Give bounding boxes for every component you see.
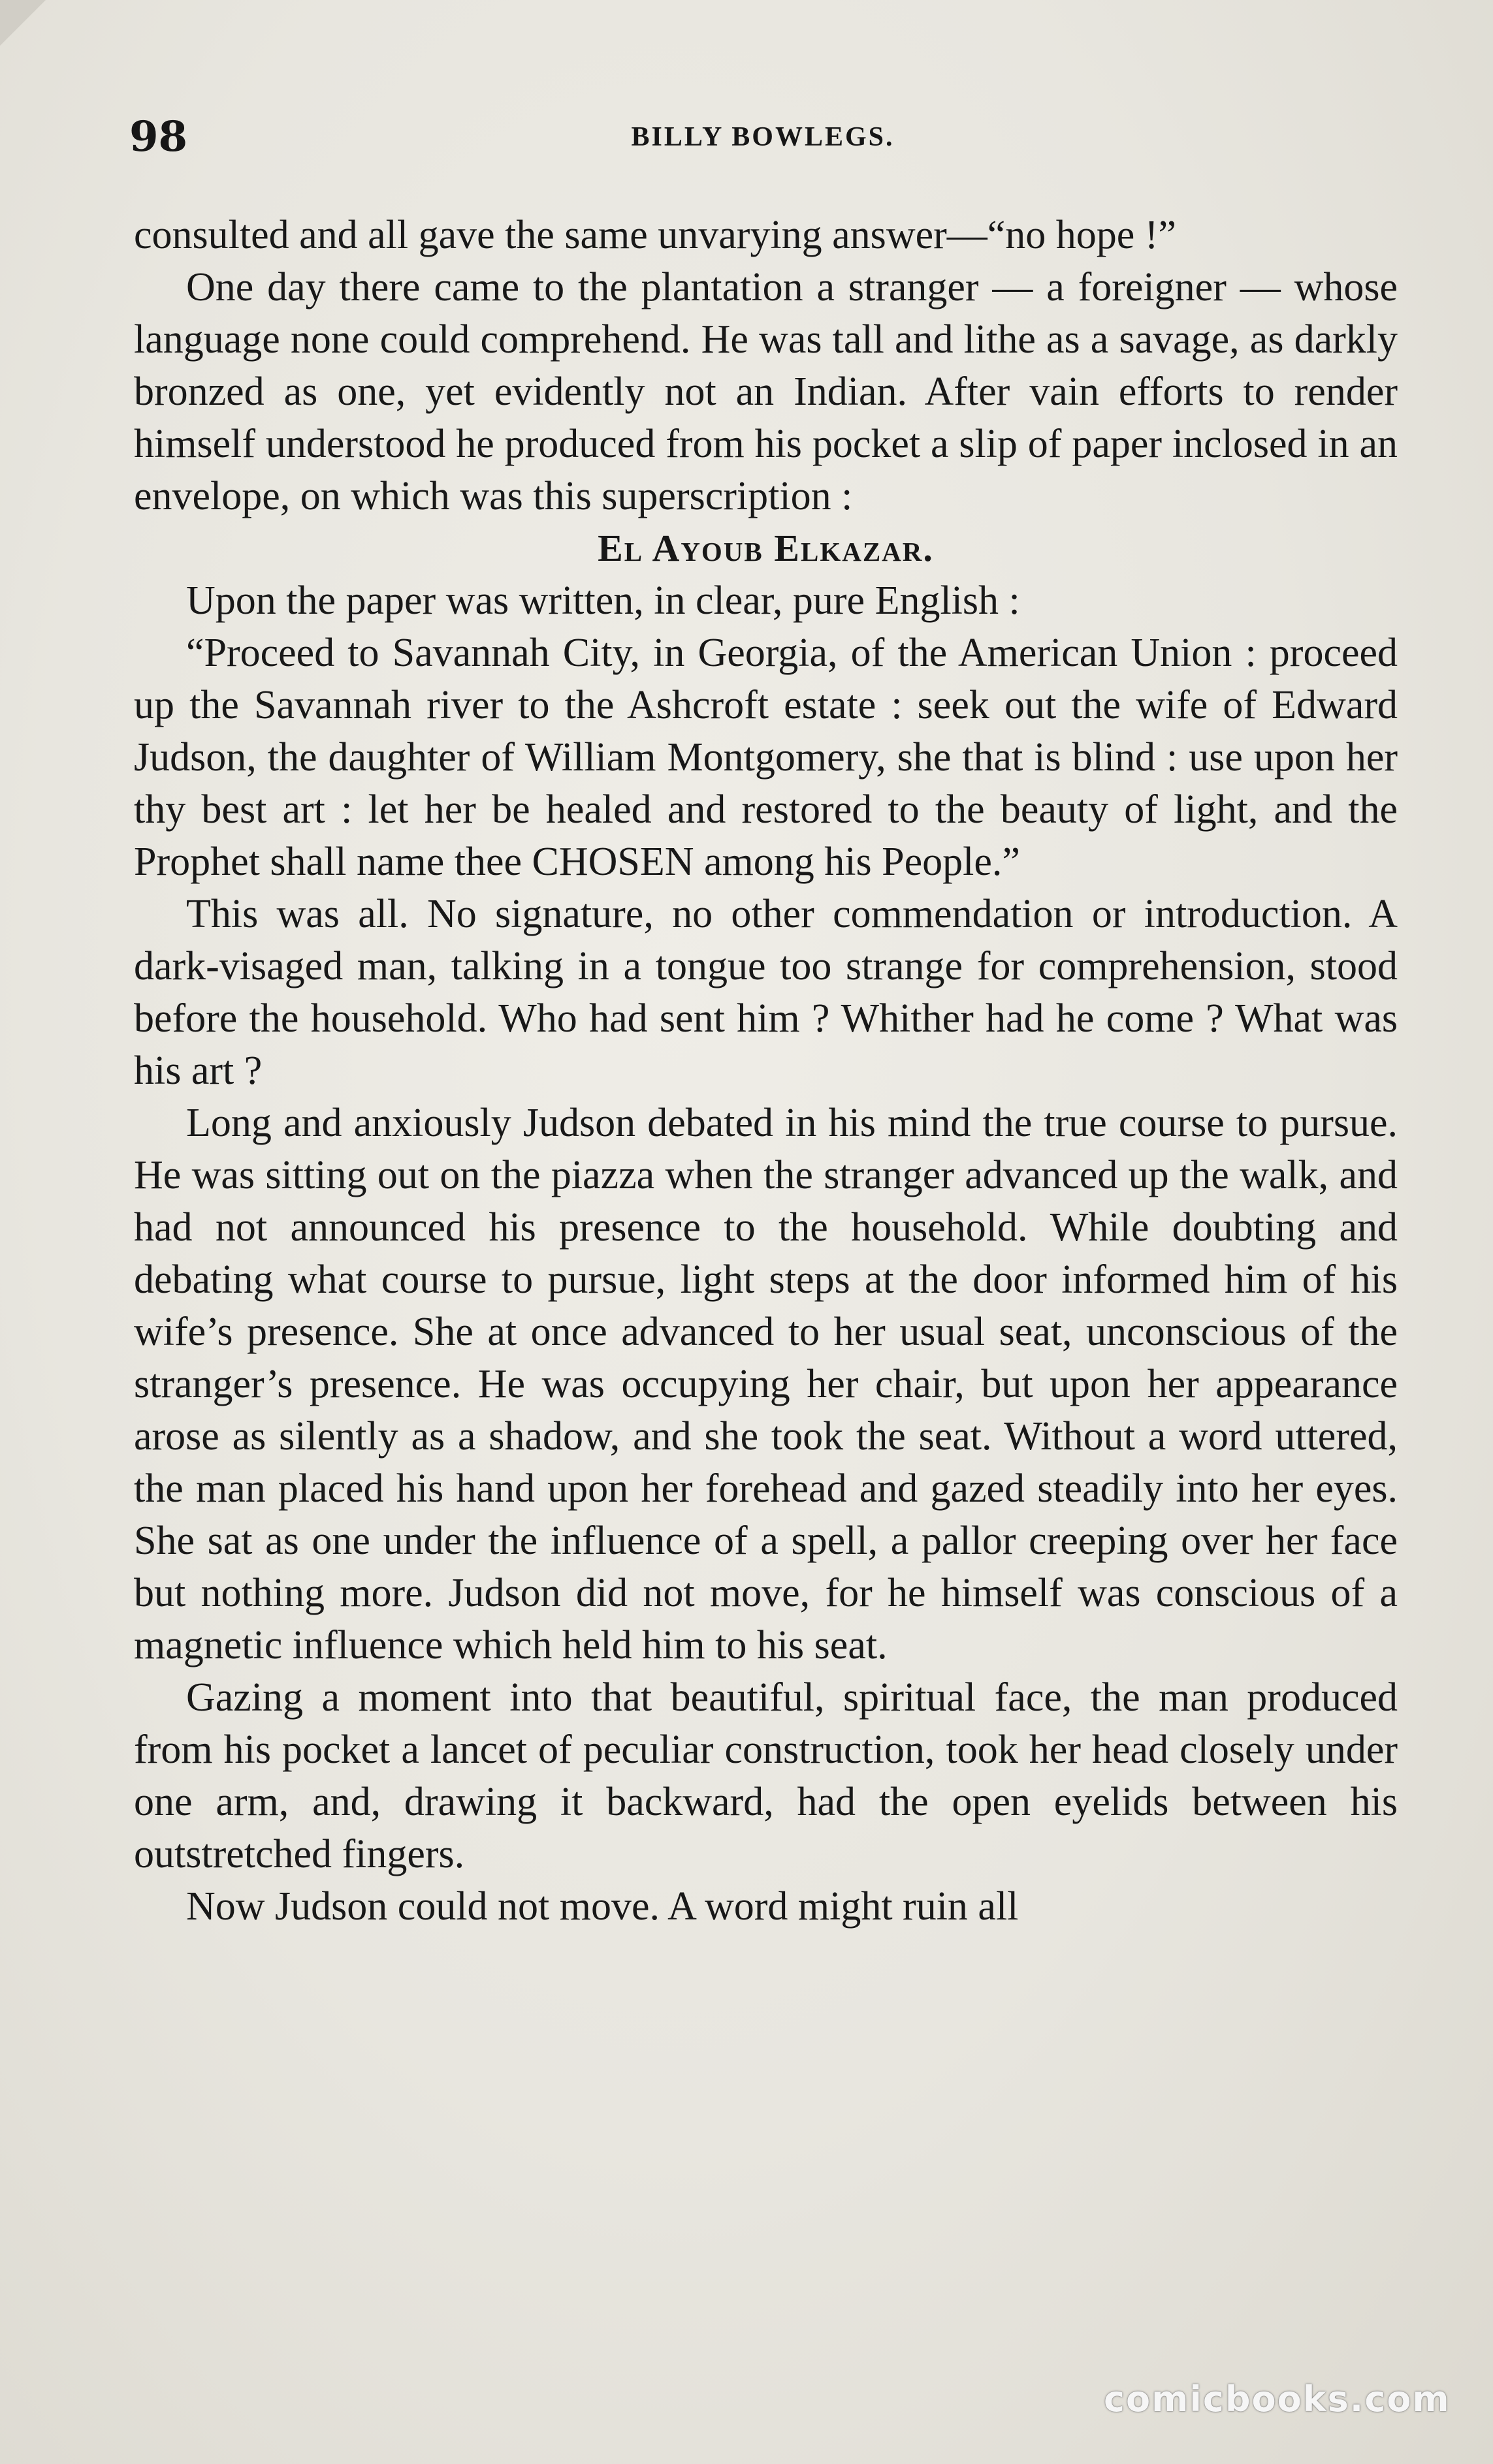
page-corner bbox=[0, 0, 46, 46]
page-header bbox=[129, 111, 1396, 170]
paragraph: consulted and all gave the same unvarying answer—“no hope !” bbox=[134, 213, 1176, 257]
paragraph: Upon the paper was written, in clear, pure English : bbox=[186, 578, 1020, 623]
page-number: 98 bbox=[129, 112, 188, 161]
body-text bbox=[134, 209, 1398, 1933]
running-head: BILLY BOWLEGS. bbox=[631, 122, 895, 152]
paragraph: One day there came to the plantation a stranger — a foreigner — whose language none could comprehend. He was tall and lithe as a savage, as darkly bronzed as one, yet evidently not an Indian. After vain efforts to render himself understood he produced from his pocket a slip of paper inclosed in an envelope, on which was this superscription : bbox=[134, 265, 1398, 518]
paragraph: Gazing a moment into that beautiful, spiritual face, the man produced from his pocket a lancet of peculiar construction, took her head closely under one arm, and, drawing it backward, had the open eyelids between his outstretched fingers. bbox=[134, 1675, 1398, 1876]
paragraph: Long and anxiously Judson debated in his mind the true course to pursue. He was sitting out on the piazza when the stranger advanced up the walk, and had not announced his presence to the household. While doubting and debating what course to pursue, light steps at the door informed him of his wife’s presence. She at once advanced to her usual seat, unconscious of the stranger’s presence. He was occupying her chair, but upon her appearance arose as silently as a shadow, and she took the seat. Without a word uttered, the man placed his hand upon her forehead and gazed steadily into her eyes. She sat as one under the influence of a spell, a pallor creeping over her face but nothing more. Judson did not move, for he himself was conscious of a magnetic influence which held him to his seat. bbox=[134, 1101, 1398, 1667]
letter-quote: “Proceed to Savannah City, in Georgia, of the American Union : proceed up the Savannah river to the Ashcroft estate : seek out the wife of Edward Judson, the daughter of William Montgomery, she that is blind : use upon her thy best art : let her be healed and restored to the beauty of light, and the Prophet shall name thee CHOSEN among his People.” bbox=[134, 631, 1398, 884]
paragraph: Now Judson could not move. A word might ruin all bbox=[186, 1884, 1019, 1929]
paragraph: This was all. No signature, no other commendation or introduction. A dark-visaged man, talking in a tongue too strange for comprehension, stood before the household. Who had sent him ? Whither had he come ? What was his art ? bbox=[134, 892, 1398, 1093]
watermark: comicbooks.com bbox=[1104, 2378, 1451, 2420]
superscription: El Ayoub Elkazar. bbox=[598, 527, 934, 569]
